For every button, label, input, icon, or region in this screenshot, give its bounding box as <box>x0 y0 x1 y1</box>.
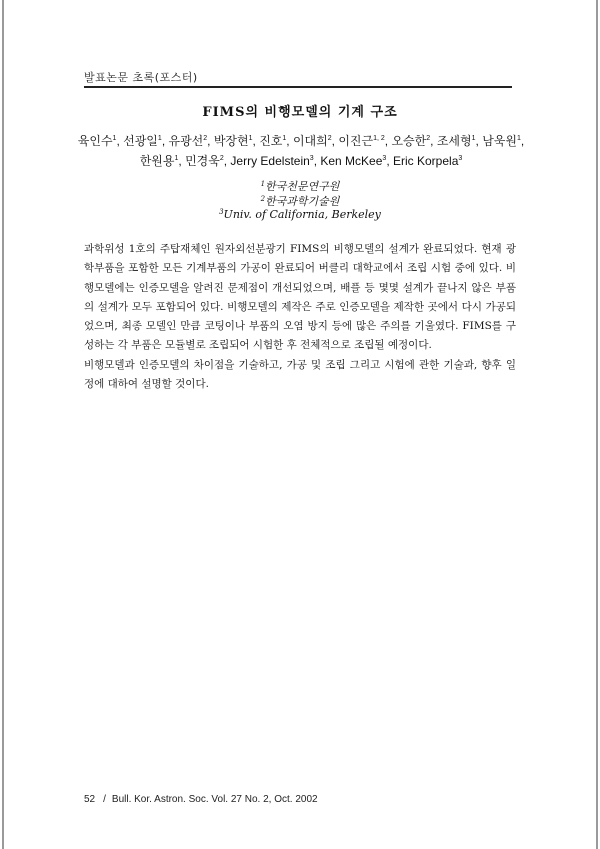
affiliation-mark: 1 <box>260 180 266 188</box>
journal-citation: Bull. Kor. Astron. Soc. Vol. 27 No. 2, Oct. 2002 <box>111 794 318 805</box>
author-separator: , <box>178 154 186 168</box>
section-label: 발표논문 초록(포스터) <box>84 71 198 84</box>
author-separator: , <box>116 134 124 148</box>
affiliation-text: 한국과학기술원 <box>265 195 340 208</box>
author <box>214 134 259 148</box>
author-line-1 <box>76 131 526 151</box>
author-name: 진호 <box>259 134 283 148</box>
page-edge-right <box>596 0 598 849</box>
author-name: 박장현 <box>213 134 249 148</box>
author-name: 남욱원 <box>482 134 517 148</box>
abstract-paragraph: 과학위성 1호의 주탑재체인 원자외선분광기 FIMS의 비행모델의 설계가 완료되었다. 현재 광학부품을 포함한 모든 기계부품의 가공이 완료되어 버클리 대학교에서 조립 시험 중에 있다. 비행모델에는 인증모델을 알려진 문제점이 개선되었으며, 배플 등 몇몇 설계가 끝나지 않은 부품의 설계가 모두 포함되어 있다. 비행모델의 제작은 주로 인증모델을 제작한 곳에서 다시 가공되었으며, 최종 모델인 만큼 코팅이나 부품의 오염 방지 등에 많은 주의를 기울였다. FIMS를 구성하는 각 부품은 모듈별로 조립되어 시험한 후 전체적으로 조립될 예정이다. <box>84 243 516 352</box>
author-name: Ken McKee <box>320 154 383 168</box>
author-name: 민경욱 <box>185 154 220 168</box>
affiliation-text: Univ. of California, Berkeley <box>223 208 381 221</box>
author-affil-mark: 2 <box>327 135 332 142</box>
footer-slash: / <box>103 794 106 805</box>
abstract <box>84 240 516 394</box>
author-name: Jerry Edelstein <box>230 154 310 168</box>
author-separator: , <box>313 154 321 168</box>
page-edge-left <box>2 0 4 849</box>
author <box>168 134 213 148</box>
author-separator: , <box>386 154 393 168</box>
author-name: Eric Korpela <box>393 154 459 168</box>
author-affil-mark: 3 <box>309 155 314 162</box>
affiliation <box>0 178 600 194</box>
author-name: 오승한 <box>391 134 427 148</box>
author-separator: , <box>475 134 483 148</box>
author <box>338 134 391 148</box>
author <box>393 154 462 168</box>
author-separator: , <box>161 134 169 148</box>
author <box>293 134 338 148</box>
author-name: 유광선 <box>168 134 204 148</box>
author-separator: , <box>223 154 231 168</box>
author-name: 조세형 <box>436 134 472 148</box>
author-affil-mark: 2 <box>426 135 431 142</box>
author <box>320 154 393 168</box>
author <box>140 154 185 168</box>
author-affil-mark: 3 <box>382 155 387 162</box>
author <box>259 134 293 148</box>
author-affil-mark: 1 <box>516 135 521 142</box>
author <box>123 134 168 148</box>
author <box>185 154 230 168</box>
author-affil-mark: 1 <box>248 135 253 142</box>
author-affil-mark: 1 <box>471 135 476 142</box>
author-affil-mark: 1 <box>157 135 162 142</box>
page-number: 52 <box>84 794 96 805</box>
author-name: 육인수 <box>77 134 113 148</box>
affiliation-mark: 2 <box>260 195 266 203</box>
affiliation-mark: 3 <box>219 208 224 216</box>
author <box>437 134 482 148</box>
author <box>78 134 123 148</box>
author-list <box>76 131 526 171</box>
author-affil-mark: 1, 2 <box>373 135 385 142</box>
author <box>482 134 524 148</box>
author-affil-mark: 2 <box>219 155 224 162</box>
author-name: 선광일 <box>123 134 158 148</box>
abstract-paragraph: 비행모델과 인증모델의 차이점을 기술하고, 가공 및 조립 그리고 시험에 관한 기술과, 향후 일정에 대하여 설명할 것이다. <box>84 358 516 391</box>
author-separator: , <box>430 134 437 148</box>
author-name: 한원용 <box>139 154 175 168</box>
author-affil-mark: 1 <box>112 135 117 142</box>
author-name: 이진근 <box>338 134 374 148</box>
author-separator: , <box>207 134 214 148</box>
author-affil-mark: 1 <box>282 135 287 142</box>
affiliation-text: 한국천문연구원 <box>265 180 340 193</box>
affiliation <box>0 208 600 221</box>
author-affil-mark: 2 <box>203 135 208 142</box>
page-footer <box>84 794 318 805</box>
author-affil-mark: 3 <box>458 155 463 162</box>
author-separator: , <box>520 134 525 148</box>
affiliation <box>0 193 600 209</box>
author-separator: , <box>286 134 293 148</box>
header-rule <box>84 86 512 88</box>
author-affil-mark: 1 <box>174 155 179 162</box>
author-separator: , <box>384 134 392 148</box>
author-line-2 <box>76 151 526 171</box>
author <box>391 134 436 148</box>
paper-title: FIMS의 비행모델의 기계 구조 <box>202 105 398 120</box>
author-separator: , <box>331 134 339 148</box>
author-separator: , <box>252 134 260 148</box>
author-name: 이대희 <box>292 134 328 148</box>
author <box>230 154 320 168</box>
